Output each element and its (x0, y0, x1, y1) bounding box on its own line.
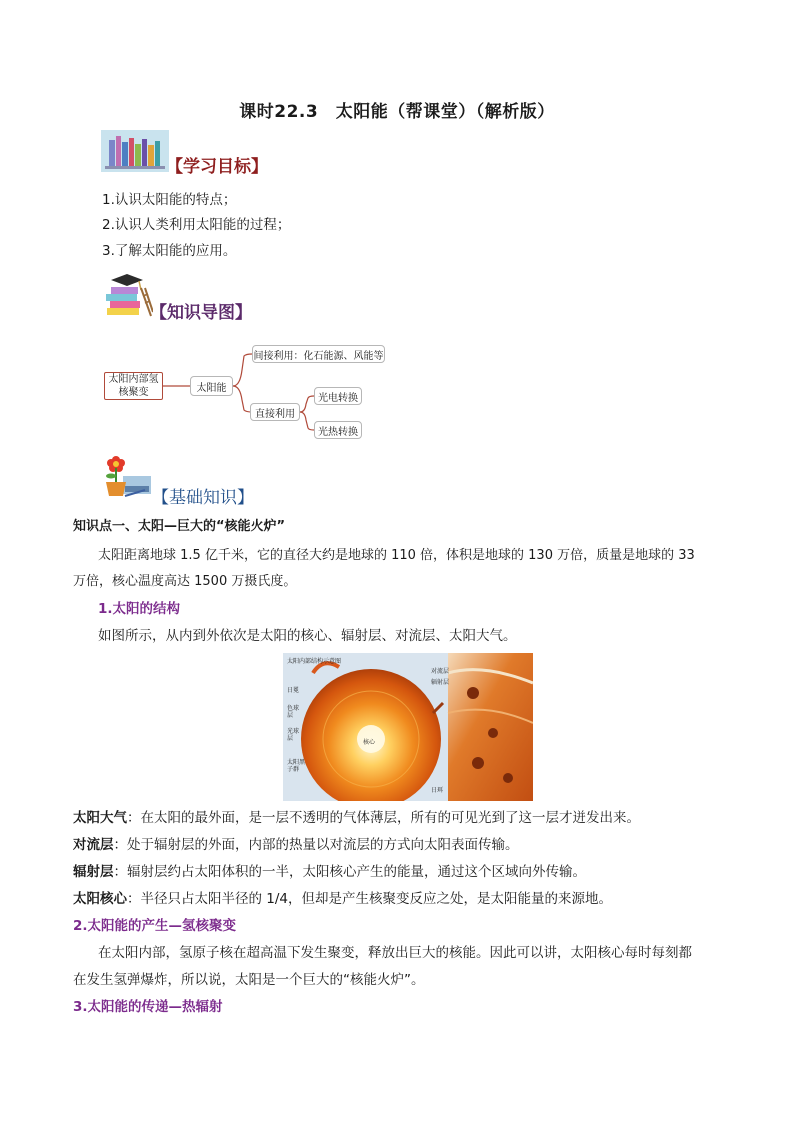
mindmap-node-direct: 直接利用 (250, 403, 300, 421)
flower-pot-icon (101, 450, 151, 500)
label-photosphere: 光球层 (287, 728, 300, 742)
label-corona: 日冕 (287, 687, 300, 694)
sub2-line2: 在发生氢弹爆炸，所以说，太阳是一个巨大的“核能火炉”。 (73, 972, 425, 988)
mindmap-root-line1: 太阳内部氢 (108, 374, 159, 385)
mindmap-node-solar: 太阳能 (190, 376, 233, 396)
label-chromosphere: 色球层 (287, 705, 300, 719)
basics-heading: 【基础知识】 (152, 488, 254, 508)
goals-heading: 【学习目标】 (166, 157, 268, 177)
def-atmosphere (73, 808, 640, 828)
graduation-books-icon (101, 268, 153, 320)
label-radiation: 辐射层 (431, 679, 450, 686)
mindmap-root-node (104, 372, 163, 400)
def-radiation-term: 辐射层 (73, 864, 114, 880)
def-core-text: ：半径只占太阳半径的 1/4，但却是产生核聚变反应之处，是太阳能量的来源地。 (127, 891, 613, 907)
def-atmosphere-term: 太阳大气 (73, 810, 127, 826)
def-convection (73, 835, 519, 855)
def-core-term: 太阳核心 (73, 891, 127, 907)
mindmap-node-thermal: 光热转换 (314, 421, 362, 439)
sub2-line1: 在太阳内部，氢原子核在超高温下发生聚变，释放出巨大的核能。因此可以讲，太阳核心每时每刻都 (98, 945, 692, 961)
sub3-title: 3.太阳能的传递—热辐射 (73, 999, 223, 1015)
page-title: 课时22.3 太阳能（帮课堂）（解析版） (239, 102, 555, 122)
kp1-paragraph-line1: 太阳距离地球 1.5 亿千米，它的直径大约是地球的 110 倍，体积是地球的 130 万倍，质量是地球的 33 (98, 548, 695, 563)
mindmap-heading: 【知识导图】 (150, 303, 252, 323)
goal-item-2: 2.认识人类利用太阳能的过程； (102, 217, 291, 233)
mindmap-node-indirect: 间接利用：化石能源、风能等 (252, 345, 385, 363)
books-icon (101, 130, 169, 172)
label-convection: 对流层 (431, 668, 450, 675)
def-radiation-text: ：辐射层约占太阳体积的一半，太阳核心产生的能量，通过这个区域向外传输。 (113, 864, 586, 880)
mindmap-root-line2: 核聚变 (118, 387, 149, 398)
def-convection-text: ：处于辐射层的外面，内部的热量以对流层的方式向太阳表面传输。 (113, 837, 519, 853)
mind-map (100, 340, 400, 448)
goal-item-3: 3.了解太阳能的应用。 (102, 243, 237, 259)
def-convection-term: 对流层 (73, 837, 114, 853)
kp1-paragraph-line2: 万倍，核心温度高达 1500 万摄氏度。 (73, 574, 297, 589)
mindmap-node-pv: 光电转换 (314, 387, 362, 405)
def-radiation (73, 862, 586, 882)
label-prominence: 太阳黑子群 (287, 759, 306, 773)
kp1-title: 知识点一、太阳—巨大的“核能火炉” (73, 519, 286, 534)
sun-structure-figure (283, 653, 533, 801)
sub1-title: 1.太阳的结构 (98, 601, 181, 617)
def-atmosphere-text: ：在太阳的最外面，是一层不透明的气体薄层，所有的可见光到了这一层才迸发出来。 (127, 810, 640, 826)
sun-cross-section-image (283, 653, 533, 801)
label-core: 核心 (363, 739, 376, 746)
figure-caption: 太阳内部结构示意图 (287, 658, 342, 665)
def-core (73, 889, 612, 909)
goal-item-1: 1.认识太阳能的特点； (102, 192, 237, 208)
label-flare: 日珥 (431, 787, 444, 794)
sub1-text: 如图所示，从内到外依次是太阳的核心、辐射层、对流层、太阳大气。 (98, 628, 517, 644)
sub2-title: 2.太阳能的产生—氢核聚变 (73, 918, 237, 934)
